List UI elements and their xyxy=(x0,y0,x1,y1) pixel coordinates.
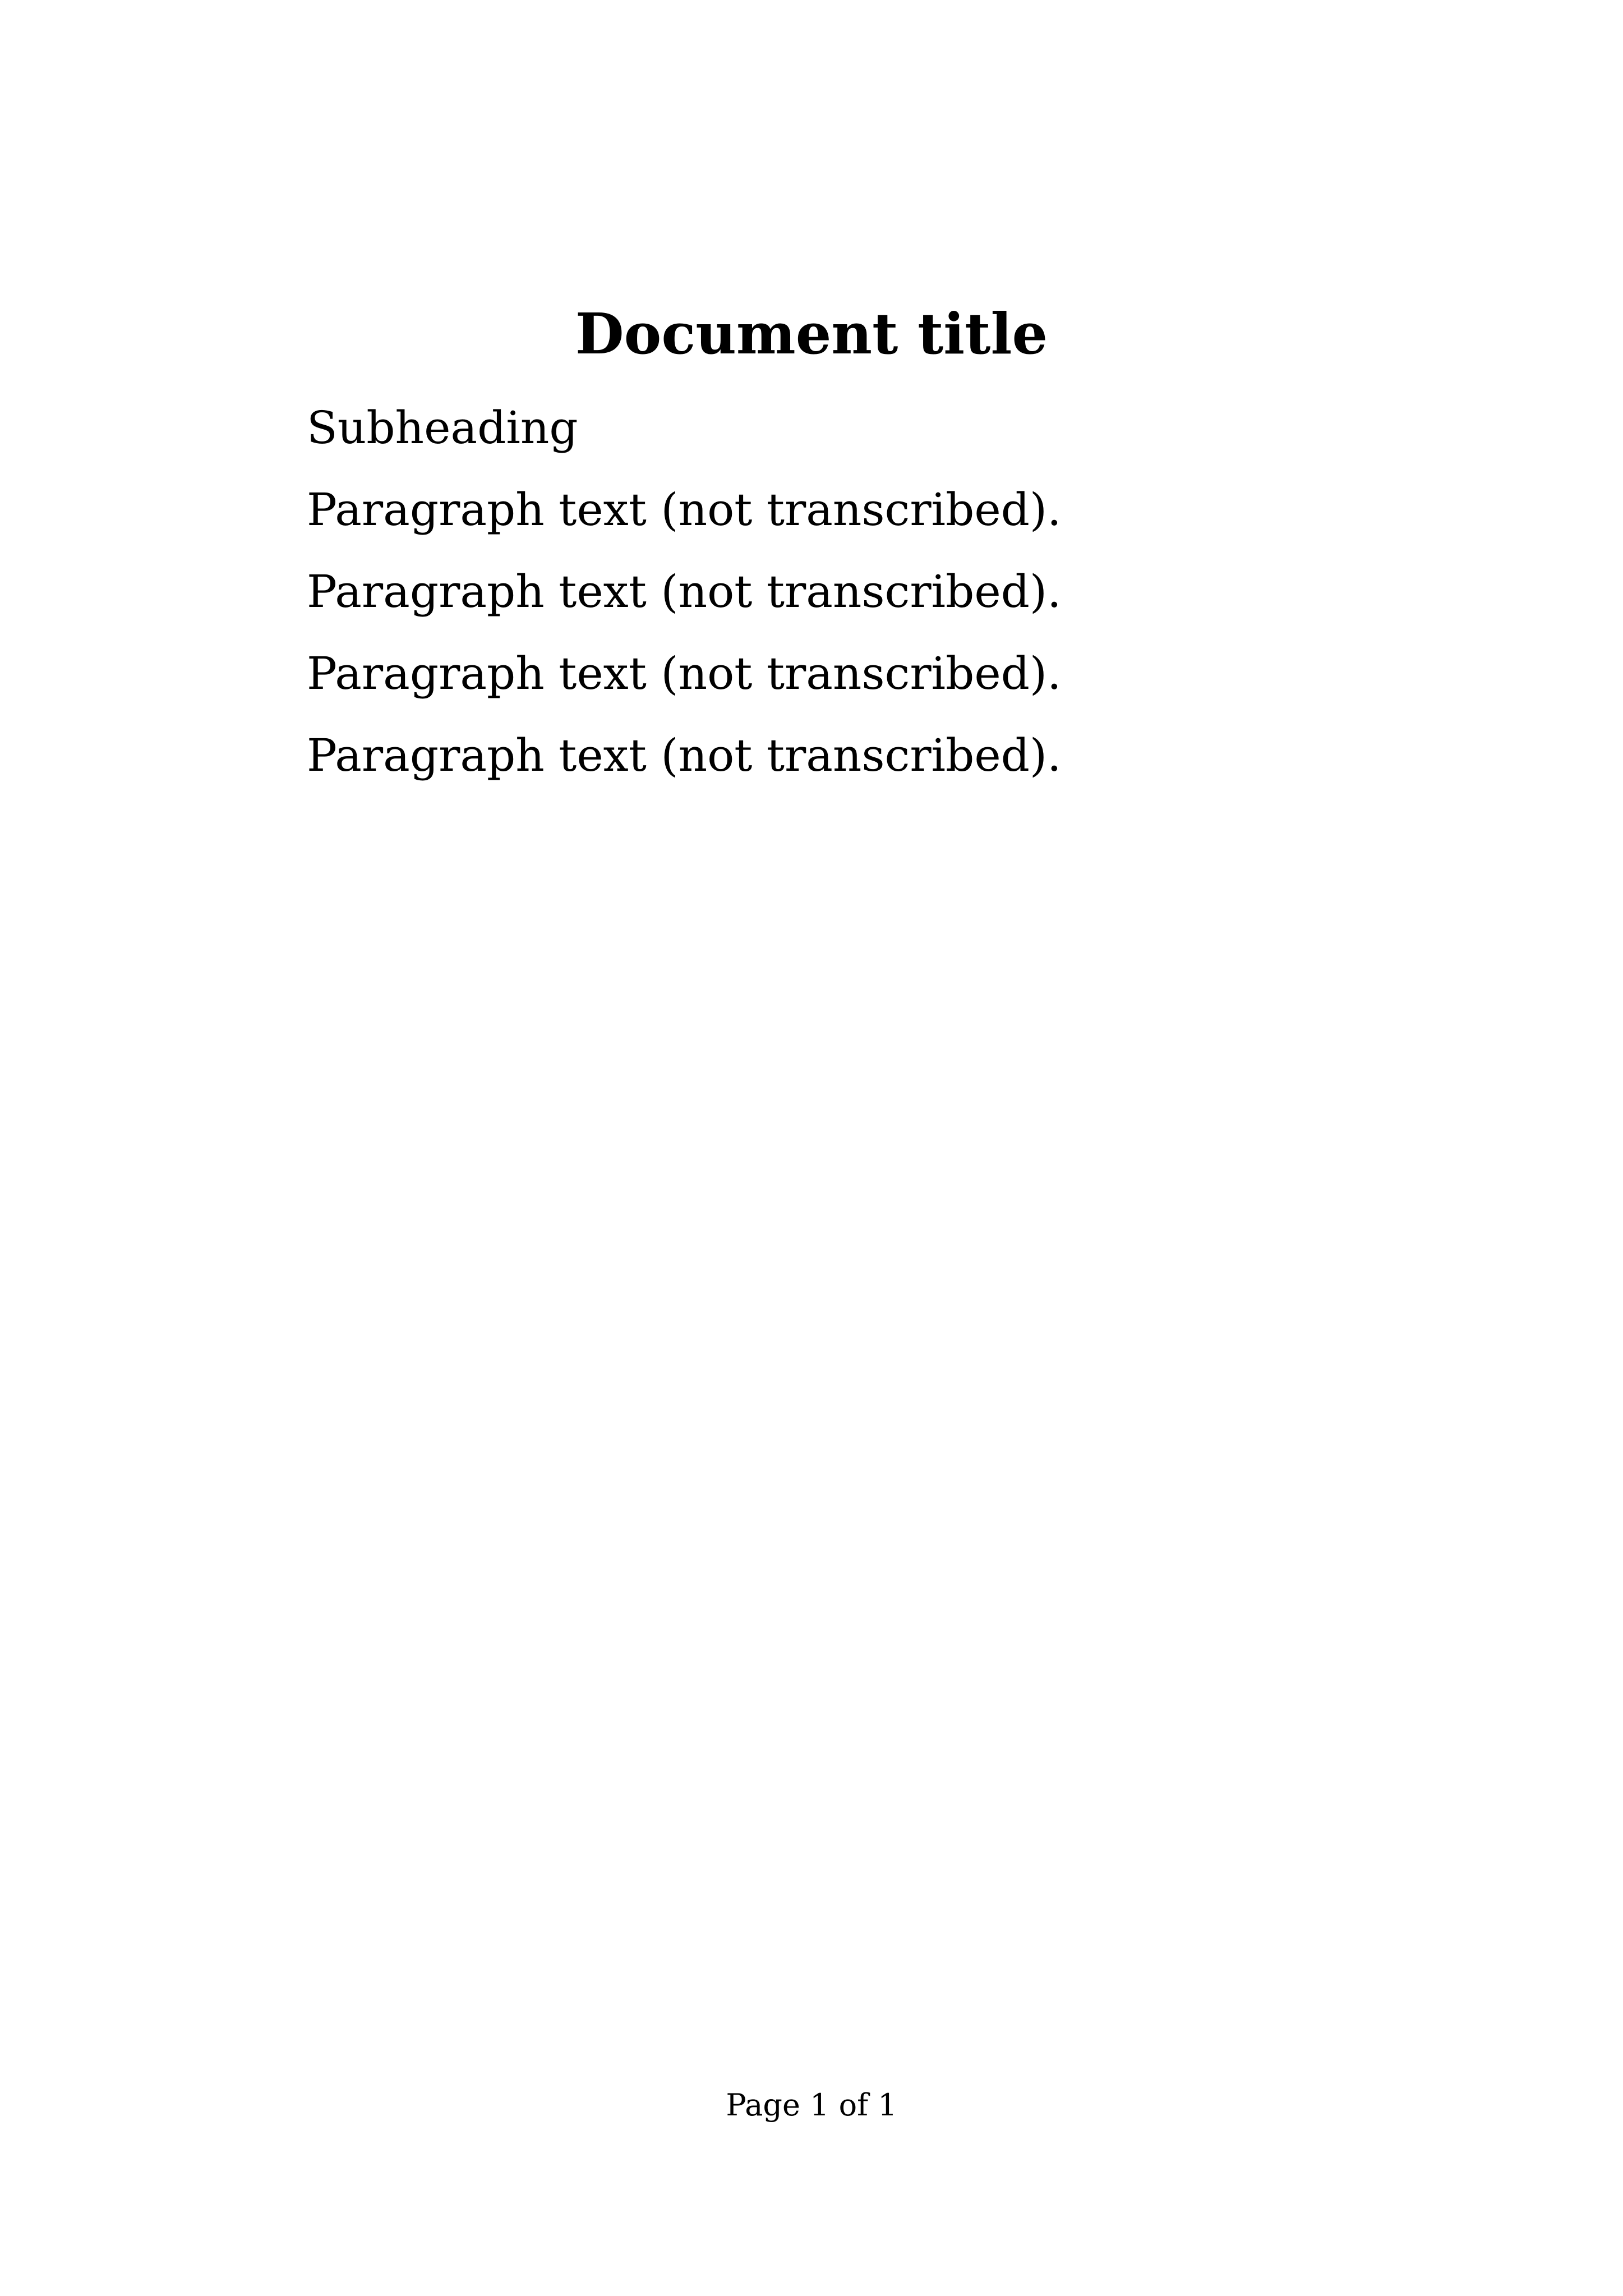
subtitle-paragraph: Subheading xyxy=(307,402,578,454)
paragraph: Paragraph text (not transcribed). xyxy=(307,484,1062,536)
document-body xyxy=(217,387,1412,797)
page-number: Page 1 of 1 xyxy=(726,2087,897,2123)
paragraph: Paragraph text (not transcribed). xyxy=(307,729,1062,781)
document-title: Document title xyxy=(575,301,1048,367)
paragraph: Paragraph text (not transcribed). xyxy=(307,647,1062,700)
paragraph: Paragraph text (not transcribed). xyxy=(307,565,1062,618)
